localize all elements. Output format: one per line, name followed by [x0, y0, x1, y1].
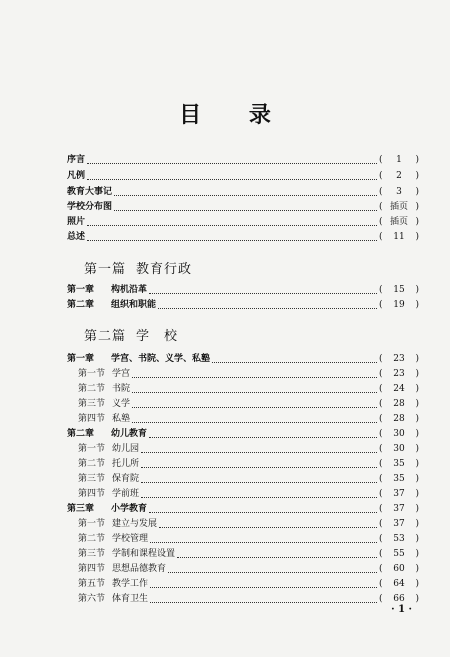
toc-page: 35	[393, 459, 405, 469]
toc-entry: 第三节 义学 ( 28 )	[78, 399, 419, 409]
toc-label: 幼儿园	[112, 444, 140, 454]
toc-page: 28	[393, 414, 405, 424]
toc-page: 30	[393, 444, 405, 454]
toc-entry: 第三节 保育院 ( 35 )	[78, 474, 419, 484]
toc-entry: 第一章 构机沿革 ( 15 )	[67, 285, 419, 295]
toc-entry: 第二节 书院 ( 24 )	[78, 384, 419, 394]
toc-page: 插页	[389, 217, 408, 227]
toc-entry: 第四节 私塾 ( 28 )	[78, 414, 419, 424]
chapter-number: 第三章	[67, 504, 95, 514]
toc-page: 37	[393, 519, 405, 529]
section-number: 第六节	[78, 594, 106, 604]
toc-page: 37	[393, 504, 405, 514]
toc-label: 学校分布图	[67, 202, 113, 212]
section-number: 第四节	[78, 564, 106, 574]
toc-entry: 第二章 幼儿教育 ( 30 )	[67, 429, 419, 439]
toc-label: 照片	[67, 217, 86, 227]
toc-entry: 第五节 教学工作 ( 64 )	[78, 579, 419, 589]
section-number: 第五节	[78, 579, 106, 589]
section-number: 第二节	[78, 459, 106, 469]
section-number: 第二节	[78, 534, 106, 544]
toc-page: 3	[396, 187, 402, 197]
toc-label: 学校管理	[112, 534, 149, 544]
chapter-number: 第一章	[67, 285, 95, 295]
toc-label: 保育院	[112, 474, 140, 484]
part-title: 学 校	[136, 329, 179, 344]
toc-label: 建立与发展	[112, 519, 158, 529]
section-number: 第一节	[78, 444, 106, 454]
toc-label: 思想品德教育	[112, 564, 167, 574]
chapter-number: 第二章	[67, 300, 95, 310]
toc-page: 35	[393, 474, 405, 484]
section-number: 第二节	[78, 384, 106, 394]
toc-label: 私塾	[112, 414, 131, 424]
section-number: 第四节	[78, 489, 106, 499]
toc-page: 37	[393, 489, 405, 499]
toc-label: 小学教育	[111, 504, 148, 514]
toc-label: 义学	[112, 399, 131, 409]
toc-page: 23	[393, 369, 405, 379]
toc-label: 学宫、书院、义学、私塾	[111, 354, 211, 364]
section-number: 第三节	[78, 549, 106, 559]
toc-page: 1	[396, 155, 402, 165]
chapter-number: 第一章	[67, 354, 95, 364]
toc-label: 书院	[112, 384, 131, 394]
toc-label: 托儿所	[112, 459, 140, 469]
toc-page: 60	[393, 564, 405, 574]
toc-entry: 学校分布图 ( 插页 )	[67, 202, 419, 212]
section-number: 第三节	[78, 474, 106, 484]
toc-label: 幼儿教育	[111, 429, 148, 439]
part-heading	[84, 325, 178, 344]
toc-page: 15	[393, 285, 405, 295]
toc-label: 体育卫生	[112, 594, 149, 604]
toc-entry: 照片 ( 插页 )	[67, 217, 419, 227]
toc-entry: 第二节 托儿所 ( 35 )	[78, 459, 419, 469]
toc-entry: 第二章 组织和职能 ( 19 )	[67, 300, 419, 310]
toc-entry: 总述 ( 11 )	[67, 232, 419, 242]
toc-page: 24	[393, 384, 405, 394]
toc-page: 66	[393, 594, 405, 604]
toc-entry: 第三章 小学教育 ( 37 )	[67, 504, 419, 514]
toc-page: 插页	[389, 202, 408, 212]
toc-label: 总述	[67, 232, 86, 242]
toc-entry: 教育大事记 ( 3 )	[67, 187, 419, 197]
toc-page: 30	[393, 429, 405, 439]
page-number: · 1 ·	[391, 604, 412, 615]
toc-page: 28	[393, 399, 405, 409]
toc-page: 2	[396, 171, 402, 181]
toc-entry: 第一章 学宫、书院、义学、私塾 ( 23 )	[67, 354, 419, 364]
toc-entry: 第六节 体育卫生 ( 66 )	[78, 594, 419, 604]
section-number: 第四节	[78, 414, 106, 424]
toc-entry: 第四节 学前班 ( 37 )	[78, 489, 419, 499]
toc-label: 凡例	[67, 171, 86, 181]
section-number: 第三节	[78, 399, 106, 409]
toc-entry: 序言 ( 1 )	[67, 155, 419, 165]
toc-label: 序言	[67, 155, 86, 165]
toc-entry: 第一节 幼儿园 ( 30 )	[78, 444, 419, 454]
part-number: 第一篇	[84, 262, 127, 277]
toc-entry: 凡例 ( 2 )	[67, 171, 419, 181]
toc-page: 53	[393, 534, 405, 544]
part-title: 教育行政	[136, 262, 193, 277]
toc-entry: 第二节 学校管理 ( 53 )	[78, 534, 419, 544]
toc-page: 11	[393, 232, 405, 242]
toc-label: 教育大事记	[67, 187, 113, 197]
section-number: 第一节	[78, 519, 106, 529]
toc-page: 55	[393, 549, 405, 559]
part-number: 第二篇	[84, 329, 127, 344]
page-title: 目 录	[179, 103, 291, 128]
toc-entry: 第一节 建立与发展 ( 37 )	[78, 519, 419, 529]
toc-page: 19	[393, 300, 405, 310]
toc-label: 组织和职能	[111, 300, 157, 310]
chapter-number: 第二章	[67, 429, 95, 439]
toc-page: 23	[393, 354, 405, 364]
toc-page: 64	[393, 579, 405, 589]
toc-label: 学宫	[112, 369, 131, 379]
toc-entry: 第三节 学制和课程设置 ( 55 )	[78, 549, 419, 559]
toc-entry: 第一节 学宫 ( 23 )	[78, 369, 419, 379]
part-heading	[84, 258, 192, 277]
toc-label: 学制和课程设置	[112, 549, 176, 559]
toc-label: 学前班	[112, 489, 140, 499]
toc-label: 构机沿革	[111, 285, 148, 295]
toc-label: 教学工作	[112, 579, 149, 589]
section-number: 第一节	[78, 369, 106, 379]
toc-entry: 第四节 思想品德教育 ( 60 )	[78, 564, 419, 574]
